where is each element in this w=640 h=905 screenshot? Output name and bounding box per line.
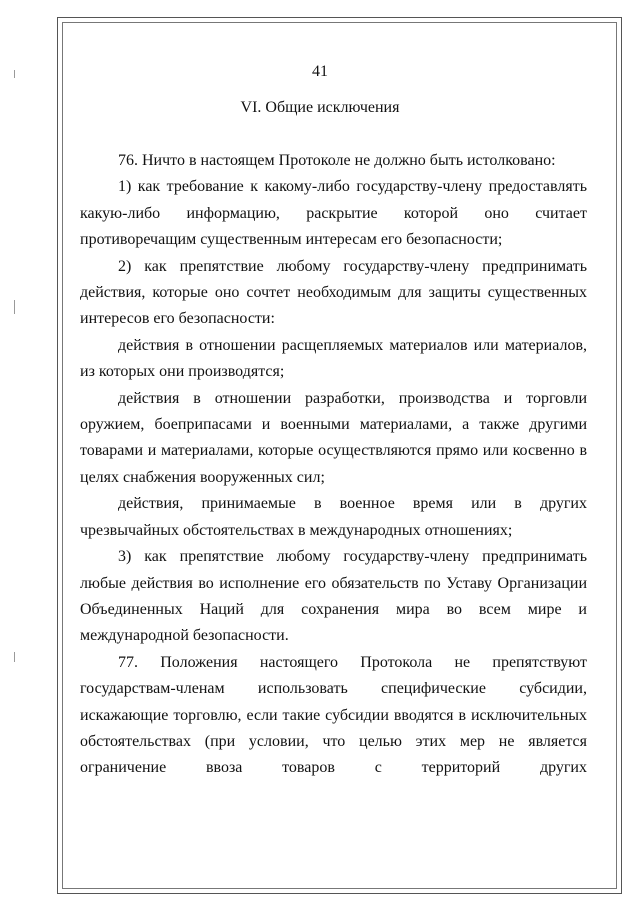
paragraph: 1) как требование к какому-либо государству-члену предоставлять какую-либо информацию, раскрытие которой оно считает противоречащим существенным интересам его безопасности; (80, 178, 587, 249)
scan-artifact (14, 300, 15, 314)
paragraph: действия в отношении расщепляемых материалов или материалов, из которых они производятся; (80, 336, 587, 381)
paragraph: 76. Ничто в настоящем Протоколе не должно быть истолковано: (118, 152, 556, 169)
page-number: 41 (312, 63, 328, 80)
document-body (80, 148, 587, 782)
paragraph: 77. Положения настоящего Протокола не препятствуют государствам-членам использовать специфические субсидии, искажающие торговлю, если такие субсидии вводятся в исключительных обстоятельствах (при условии, что целью этих мер не является ограничение ввоза товаров с территорий других (80, 653, 587, 777)
paragraph: 3) как препятствие любому государству-члену предпринимать любые действия во исполнение его обязательств по Уставу Организации Объединенных Наций для сохранения мира во всем мире и международной безопасности. (80, 548, 587, 645)
paragraph: действия в отношении разработки, производства и торговли оружием, боеприпасами и военными материалами, а также другими товарами и материалами, которые осуществляются прямо или косвенно в целях снабжения вооруженных сил; (80, 389, 587, 486)
paragraph: 2) как препятствие любому государству-члену предпринимать действия, которые оно сочтет необходимым для защиты существенных интересов его безопасности: (80, 257, 587, 328)
paragraph: действия, принимаемые в военное время или в других чрезвычайных обстоятельствах в международных отношениях; (80, 495, 587, 539)
scan-artifact (14, 652, 15, 662)
section-title: VI. Общие исключения (240, 99, 400, 116)
